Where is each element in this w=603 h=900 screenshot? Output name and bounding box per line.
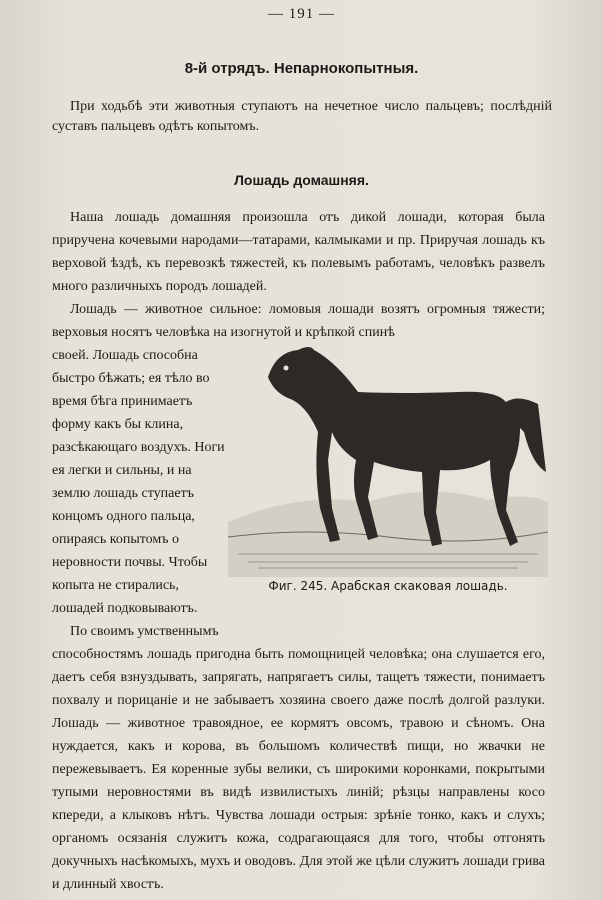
figure-caption: Фиг. 245. Арабская скаковая лошадь. [268, 579, 508, 593]
paragraph-2: Лошадь — животное сильное: ломовыя лошади возятъ огромныя тяжести; верховыя носятъ человѣка на изогнутой и крѣпкой спинѣ [52, 302, 545, 340]
paragraph-1: Наша лошадь домашняя произошла отъ дикой лошади, которая была приручена кочевыми народами—татарами, калмыками и пр. Приручая лошадь къ верховой ѣздѣ, къ перевозкѣ тяжестей, къ полевымъ работамъ, человѣкъ развелъ много различныхъ породъ лошадей. [52, 210, 545, 294]
paragraph-3-start: По своимъ умственнымъ [70, 624, 219, 639]
intro-text: При ходьбѣ эти животныя ступаютъ на нечетное число пальцевъ; послѣднiй суставъ пальцевъ одѣтъ копытомъ. [52, 99, 552, 134]
paragraph-3-rest: способностямъ лошадь пригодна быть помощницей человѣка; она слушается его, даетъ себя взнуздывать, запрягать, напрягаетъ силы, тащетъ тяжести, понимаетъ похвалу и порицанiе и не забываетъ хозяина своего даже послѣ долгой разлуки. Лошадь — животное травоядное, ее кормятъ овсомъ, травою и сѣномъ. Она нуждается, какъ и корова, въ большомъ количествѣ пищи, но жвачки не пережевываетъ. Ея коренные зубы велики, съ широкими коронками, покрытыми тупыми неровностями въ видѣ извилистыхъ линiй; рѣзцы направлены косо кпереди, а клыковъ нѣтъ. Чувства лошади острыя: зрѣнiе тонко, какъ и слухъ; органомъ осязанiя служитъ кожа, содрагающаяся для того, чтобы отгонять докучныхъ насѣкомыхъ, мухъ и оводовъ. Для этой же цѣли служитъ лошади грива и длинный хвостъ. [52, 647, 545, 892]
subheading: Лошадь домашняя. [234, 172, 369, 188]
horse-figure [228, 332, 548, 602]
section-heading: 8-й отрядъ. Непарнокопытныя. [184, 60, 419, 77]
horse-engraving [228, 332, 548, 577]
intro-paragraph [52, 97, 552, 137]
page-number: — 191 — [268, 6, 335, 22]
paragraph-2-wrapped: своей. Лошадь способна быстро бѣжать; ея тѣло во время бѣга принимаетъ форму какъ бы клина, разсѣкающаго воздухъ. Ноги ея легки и сильны, и на землю лошадь ступаетъ концомъ одного пальца, опираясь копытомъ о неровности почвы. Чтобы копыта не стирались, лошадей подковываютъ. [52, 348, 225, 616]
